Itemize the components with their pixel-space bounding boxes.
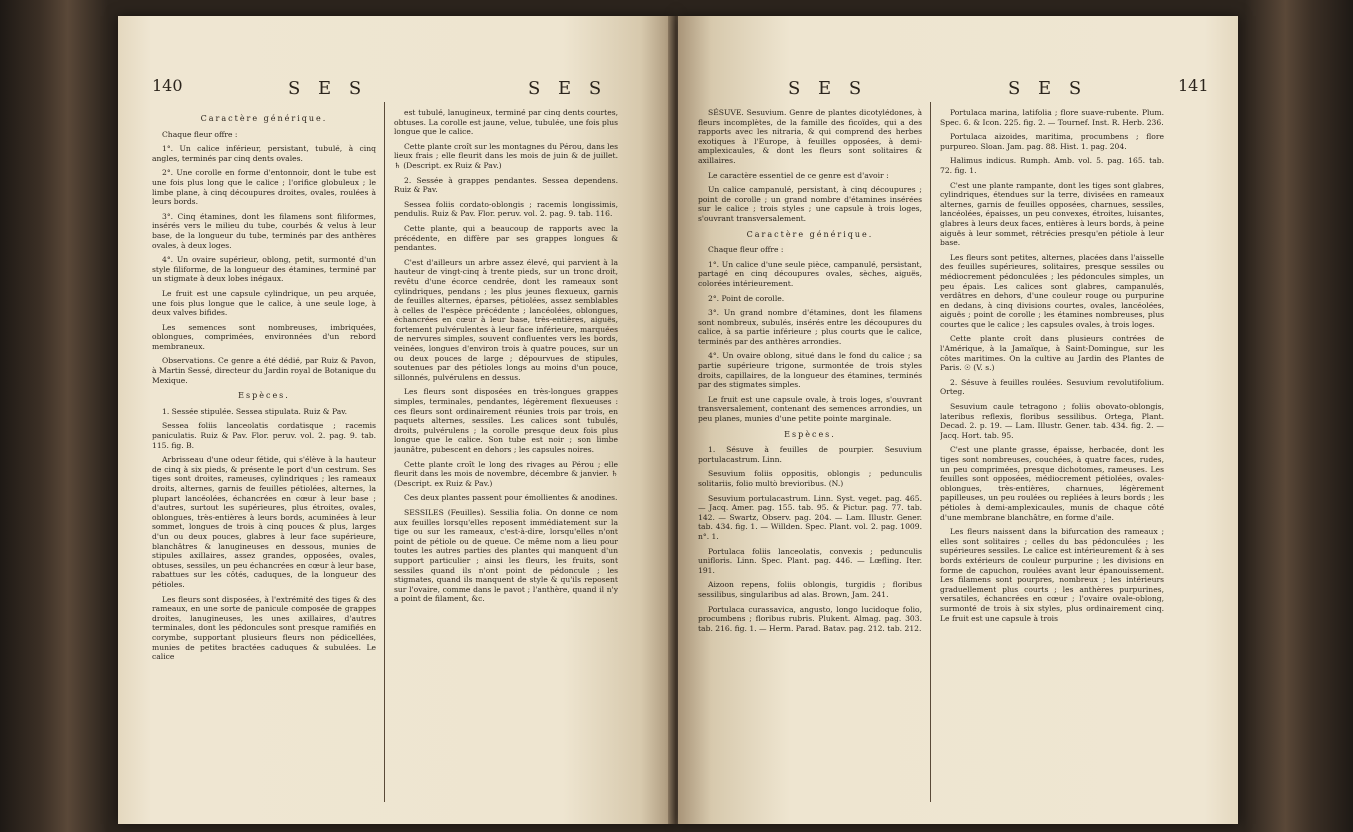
paragraph: Les fleurs sont disposées en très-longues grappes simples, terminales, pendantes, légèrement flexueuses : ces fleurs sont ordinairement réunies trois par trois, en paquets alternes, sessiles. Les calices sont tubulés, droits, pulvérulens ; la corolle presque deux fois plus longue que le calice. Son tube est noir ; son limbe jaunâtre, pubescent en dehors ; les capsules noires. (394, 387, 618, 454)
column-rule (384, 102, 385, 802)
paragraph: 2°. Point de corolle. (708, 293, 785, 303)
paragraph: 1. Sessée stipulée. Sessea stipulata. Ruiz & Pav. (162, 406, 348, 416)
right-page-number: 141 (1178, 76, 1209, 95)
left-column-2 (394, 108, 618, 808)
column-rule (930, 102, 931, 802)
section-heading: Caractère générique. (200, 114, 328, 123)
paragraph: 1°. Un calice inférieur, persistant, tubulé, à cinq angles, terminés par cinq dents ovales. (152, 144, 376, 163)
paragraph: 4°. Un ovaire supérieur, oblong, petit, surmonté d'un style filiforme, de la longueur des étamines, terminé par un stigmate à deux lobes inégaux. (152, 255, 376, 284)
section-heading: Espèces. (238, 391, 290, 401)
paragraph: 2. Sésuve à feuilles roulées. Sesuvium revolutifolium. Orteg. (940, 377, 1164, 397)
paragraph: Sesuvium portulacastrum. Linn. Syst. veget. pag. 465. — Jacq. Amer. pag. 155. tab. 95. & Pictur. pag. 77. tab. 142. — Swartz, Observ. pag. 204. — Lam. Illustr. Gener. tab. 434. fig. 1. — Willden. Spec. Plant. vol. 2. pag. 1009. n°. 1. (698, 493, 922, 541)
paragraph: SESSILES (Feuilles). Sessilia folia. On donne ce nom aux feuilles lorsqu'elles reposent immédiatement sur la tige ou sur les rameaux, c'est-à-dire, lorsqu'elles n'ont point de pétiole ou de queue. Ce même nom a lieu pour toutes les autres parties des plantes qui manquent d'un support particulier ; ainsi les fleurs, les fruits, sont sessiles quand ils n'ont point de pédoncule ; les stigmates, quand ils manquent de style & qu'ils reposent sur l'ovaire, comme dans le pavot ; l'anthère, quand il n'y a point de filament, &c. (394, 507, 618, 604)
right-column-2 (940, 108, 1164, 808)
paragraph: Portulaca curassavica, angusto, longo lucidoque folio, procumbens ; floribus rubris. Plukent. Almag. pag. 303. tab. 216. fig. 1. — Herm. Parad. Batav. pag. 212. tab. 212. (698, 604, 922, 633)
section-heading: Espèces. (784, 429, 836, 439)
paragraph: 1. Sésuve à feuilles de pourpier. Sesuvium portulacastrum. Linn. (698, 445, 922, 464)
right-running-head-1: S E S (788, 78, 868, 99)
section-heading: Caractère générique. (746, 229, 874, 239)
paragraph: Les fleurs sont petites, alternes, placées dans l'aisselle des feuilles supérieures, solitaires, presque sessiles ou médiocrement pédonculées ; les pédoncules simples, un peu épais. Les calices sont glabres, campanulés, verdâtres en dehors, d'une couleur rouge ou purpurine en dedans, à cinq divisions courtes, ovales, lancéolées, aiguës ; point de corolle ; les étamines nombreuses, plus courtes que le calice ; les capsules ovales, à trois loges. (940, 252, 1164, 329)
paragraph: 4°. Un ovaire oblong, situé dans le fond du calice ; sa partie supérieure trigone, surmontée de trois styles droits, capillaires, de la longueur des étamines, terminés par des stigmates simples. (698, 351, 922, 390)
paragraph: Le fruit est une capsule ovale, à trois loges, s'ouvrant transversalement, contenant des semences arrondies, un peu planes, munies d'une petite pointe marginale. (698, 394, 922, 424)
paragraph: Sessea foliis cordato-oblongis ; racemis longissimis, pendulis. Ruiz & Pav. Flor. peruv. vol. 2. pag. 9. tab. 116. (394, 199, 618, 219)
left-page-number: 140 (152, 76, 183, 95)
paragraph: Cette plante croît dans plusieurs contrées de l'Amérique, à la Jamaïque, à Saint-Domingue, sur les côtes maritimes. On la cultive au Jardin des Plantes de Paris. ☉ (V. s.) (940, 334, 1164, 373)
paragraph: Chaque fleur offre : (708, 245, 784, 255)
left-running-head-2: S E S (528, 78, 608, 99)
paragraph: 3°. Cinq étamines, dont les filamens sont filiformes, insérés vers le milieu du tube, courbés & velus à leur base, de la longueur du tube, terminés par des anthères ovales, à deux loges. (152, 211, 376, 250)
paragraph: Sesuvium foliis oppositis, oblongis ; pedunculis solitariis, folio multò brevioribus. (N.) (698, 469, 922, 488)
paragraph: Observations. Ce genre a été dédié, par Ruiz & Pavon, à Martin Sessé, directeur du Jardin royal de Botanique du Mexique. (152, 356, 376, 385)
paragraph: Les fleurs naissent dans la bifurcation des rameaux ; elles sont solitaires ; celles du bas pédonculées ; les supérieures sessiles. Le calice est intérieurement & à ses bords extérieurs de couleur purpurine ; les divisions en forme de capuchon, roulées avant leur épanouissement. Les filamens sont pourpres, nombreux ; les intérieurs graduellement plus courts ; les anthères purpurines, versatiles, échancrées en cœur ; l'ovaire ovale-oblong, surmonté de trois à six styles, plus ordinairement cinq. Le fruit est une capsule à trois (940, 527, 1164, 623)
paragraph: Ces deux plantes passent pour émollientes & anodines. (404, 493, 618, 503)
paragraph: est tubulé, lanugineux, terminé par cinq dents courtes, obtuses. La corolle est jaune, velue, tubulée, une fois plus longue que le calice. (394, 108, 618, 137)
paragraph: Halimus indicus. Rumph. Amb. vol. 5. pag. 165. tab. 72. fig. 1. (940, 156, 1164, 175)
paragraph: Le caractère essentiel de ce genre est d'avoir : (708, 170, 889, 180)
paragraph: C'est d'ailleurs un arbre assez élevé, qui parvient à la hauteur de vingt-cinq à trente pieds, sur un tronc droit, revêtu d'une écorce cendrée, dont les rameaux sont cylindriques, pendans ; les plus jeunes flexueux, garnis de feuilles alternes, éparses, pétiolées, assez semblables à celles de l'espèce précédente ; lancéolées, oblongues, échancrées en cœur à leur base, très-entières, aiguës, fortement pulvérulentes à leur face inférieure, marquées de nervures simples, souvent confluentes vers les bords, veinées, longues d'environ trois à quatre pouces, sur un ou deux pouces de large ; dépourvues de stipules, soutenues par des pétioles longs au moins d'un pouce, sillonnés, pulvérulens en dessus. (394, 257, 618, 382)
paragraph: Un calice campanulé, persistant, à cinq découpures ; point de corolle ; un grand nombre d'étamines insérées sur le calice ; trois styles ; une capsule à trois loges, s'ouvrant transversalement. (698, 185, 922, 223)
paragraph: Le fruit est une capsule cylindrique, un peu arquée, une fois plus longue que le calice, à une seule loge, à deux valves bifides. (152, 288, 376, 318)
paragraph: SÉSUVE. Sesuvium. Genre de plantes dicotylédones, à fleurs incomplètes, de la famille des ficoïdes, qui a des rapports avec les nitraria, & qui comprend des herbes exotiques à l'Europe, à feuilles opposées, à demi-amplexicaules, & dont les fleurs sont solitaires & axillaires. (698, 108, 922, 165)
right-page (678, 16, 1238, 824)
paragraph: Sessea foliis lanceolatis cordatisque ; racemis paniculatis. Ruiz & Pav. Flor. peruv. vol. 2. pag. 9. tab. 115. fig. B. (152, 421, 376, 450)
left-page (118, 16, 674, 824)
left-column-1 (152, 108, 376, 808)
paragraph: Cette plante croît sur les montagnes du Pérou, dans les lieux frais ; elle fleurit dans les mois de juin & de juillet. ♄ (Descript. ex Ruiz & Pav.) (394, 141, 618, 170)
paragraph: Portulaca foliis lanceolatis, convexis ; pedunculis unifloris. Linn. Spec. Plant. pag. 446. — Lœfling. Iter. 191. (698, 546, 922, 575)
paragraph: Les semences sont nombreuses, imbriquées, oblongues, comprimées, environnées d'un rebord membraneux. (152, 322, 376, 351)
paragraph: 1°. Un calice d'une seule pièce, campanulé, persistant, partagé en cinq découpures ovales, sèches, aiguës, colorées intérieurement. (698, 259, 922, 288)
paragraph: Portulaca aizoides, maritima, procumbens ; flore purpureo. Sloan. Jam. pag. 88. Hist. 1. pag. 204. (940, 132, 1164, 151)
paragraph: Cette plante croît le long des rivages au Pérou ; elle fleurit dans les mois de novembre, décembre & janvier. ♄ (Descript. ex Ruiz & Pav.) (394, 459, 618, 488)
right-running-head-2: S E S (1008, 78, 1088, 99)
paragraph: Aizoon repens, foliis oblongis, turgidis ; floribus sessilibus, singularibus ad alas. Brown, Jam. 241. (698, 580, 922, 599)
paragraph: Chaque fleur offre : (162, 129, 238, 139)
paragraph: Cette plante, qui a beaucoup de rapports avec la précédente, en diffère par ses grappes longues & pendantes. (394, 223, 618, 253)
paragraph: Les fleurs sont disposées, à l'extrémité des tiges & des rameaux, en une sorte de panicule composée de grappes droites, lanugineuses, les unes axillaires, d'autres terminales, dont les pédoncules sont presque ramifiés en corymbe, supportant plusieurs fleurs non pédicellées, munies de petites bractées caduques & subulées. Le calice (152, 594, 376, 662)
paragraph: Arbrisseau d'une odeur fétide, qui s'élève à la hauteur de cinq à six pieds, & présente le port d'un cestrum. Ses tiges sont droites, rameuses, cylindriques ; les rameaux droits, alternes, garnis de feuilles pétiolées, alternes, la plupart lancéolées, échancrées en cœur à leur base ; d'autres, surtout les supérieures, plus étroites, ovales, oblongues, très-entières à leurs bords, acuminées à leur sommet, longues de trois à cinq pouces & plus, larges d'un ou deux pouces, glabres à leur face supérieure, blanchâtres & lanugineuses en dessous, munies de stipules axillaires, assez grandes, opposées, ovales, obtuses, sessiles, un peu échancrées en cœur à leur base, rabattues sur les côtés, caduques, de la longueur des pétioles. (152, 455, 376, 589)
paragraph: Portulaca marina, latifolia ; flore suave-rubente. Plum. Spec. 6. & Icon. 225. fig. 2. — Tournef. Inst. R. Herb. 236. (940, 108, 1164, 127)
paragraph: 3°. Un grand nombre d'étamines, dont les filamens sont nombreux, subulés, insérés entre les découpures du calice, à sa partie inférieure ; plus courts que le calice, terminés par des anthères arrondies. (698, 308, 922, 346)
paragraph: C'est une plante grasse, épaisse, herbacée, dont les tiges sont nombreuses, couchées, à quatre faces, rudes, un peu comprimées, presque dichotomes, rameuses. Les feuilles sont opposées, médiocrement pétiolées, ovales-oblongues, très-entières, charnues, légèrement papilleuses, un peu roulées ou repliées à leurs bords ; les pétioles à demi-amplexicaules, munis de chaque côté d'une membrane blanchâtre, en forme d'aile. (940, 445, 1164, 522)
left-running-head-1: S E S (288, 78, 368, 99)
paragraph: Sesuvium caule tetragono ; foliis obovato-oblongis, lateribus reflexis, floribus sessilibus. Ortega, Plant. Decad. 2. p. 19. — Lam. Illustr. Gener. tab. 434. fig. 2. — Jacq. Hort. tab. 95. (940, 402, 1164, 440)
paragraph: 2. Sessée à grappes pendantes. Sessea dependens. Ruiz & Pav. (394, 175, 618, 195)
paragraph: C'est une plante rampante, dont les tiges sont glabres, cylindriques, étendues sur la terre, divisées en rameaux alternes, garnis de feuilles opposées, charnues, sessiles, lancéolées, épaisses, un peu convexes, étroites, luisantes, glabres à leurs deux faces, entières à leurs bords, à peine aiguës à leur sommet, rétrécies presqu'en pétiole à leur base. (940, 180, 1164, 248)
right-column-1 (698, 108, 922, 808)
paragraph: 2°. Une corolle en forme d'entonnoir, dont le tube est une fois plus long que le calice ; l'orifice globuleux ; le limbe plane, à cinq découpures droites, ovales, roulées à leurs bords. (152, 168, 376, 207)
